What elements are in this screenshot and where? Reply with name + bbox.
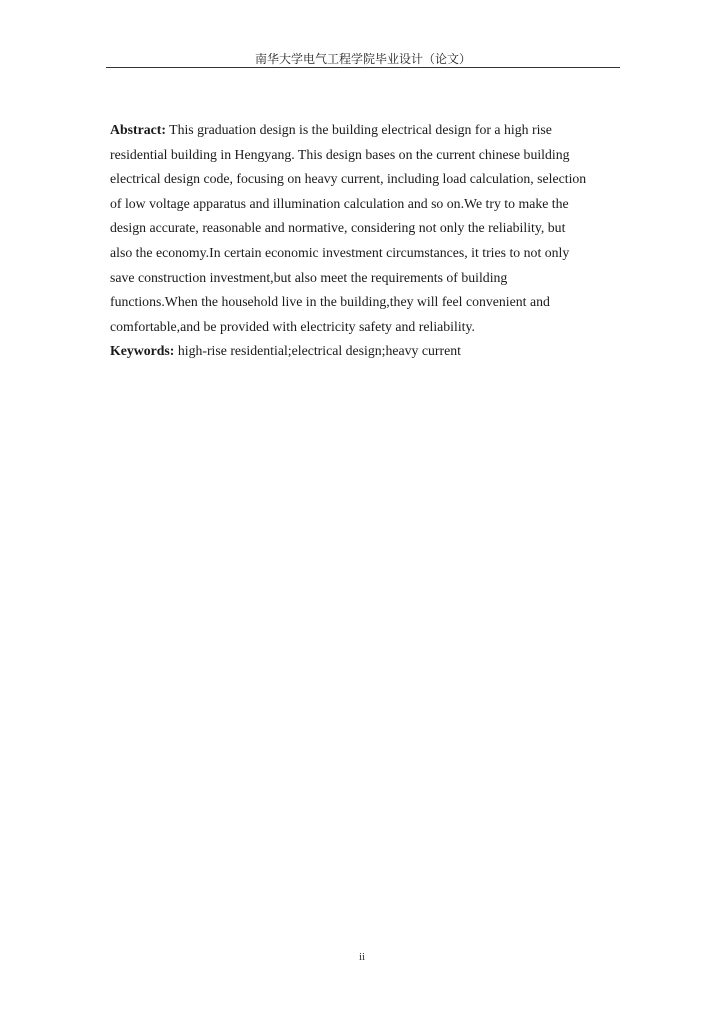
keywords-text: high-rise residential;electrical design;heavy current: [174, 343, 461, 359]
abstract-line: residential building in Hengyang. This design bases on the current chinese building: [110, 146, 570, 162]
abstract-line: also the economy.In certain economic investment circumstances, it tries to not only: [110, 244, 570, 260]
abstract-line: functions.When the household live in the building,they will feel convenient and: [110, 294, 550, 310]
abstract-line: comfortable,and be provided with electricity safety and reliability.: [110, 318, 475, 334]
page-header-title: 南华大学电气工程学院毕业设计（论文）: [254, 52, 471, 66]
abstract-line: of low voltage apparatus and illumination calculation and so on.We try to make the: [110, 195, 569, 211]
abstract-section: [110, 118, 620, 364]
abstract-line: [110, 118, 620, 143]
header-divider: [106, 67, 620, 68]
abstract-line: electrical design code, focusing on heavy current, including load calculation, selection: [110, 171, 587, 187]
abstract-line: save construction investment,but also meet the requirements of building: [110, 269, 508, 285]
keywords-line: [110, 339, 620, 364]
keywords-label: Keywords:: [110, 343, 175, 359]
abstract-line: design accurate, reasonable and normative, considering not only the reliability, but: [110, 220, 566, 236]
page-number: ii: [358, 951, 366, 963]
abstract-text: This graduation design is the building electrical design for a high rise: [165, 122, 552, 137]
abstract-label: Abstract:: [110, 122, 166, 137]
